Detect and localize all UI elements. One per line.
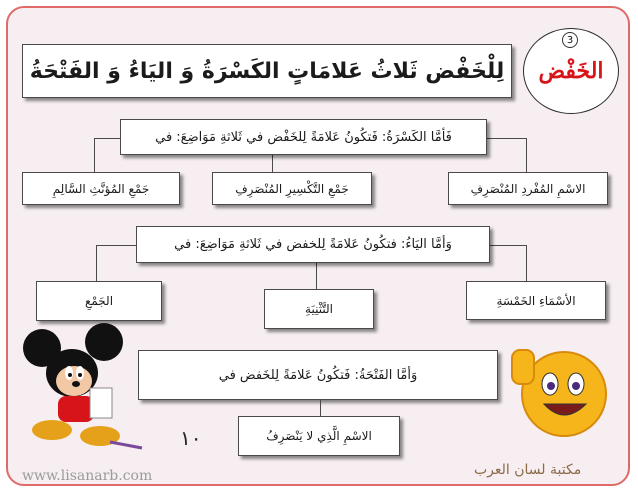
connector — [526, 245, 527, 282]
yaa-item: الجَمْعِ — [36, 281, 162, 321]
cartoon-mouse-illustration — [14, 318, 144, 458]
kasra-heading: فَأمَّا الكَسْرَةُ: فَتكُونُ عَلامَةً لِلخَفْض في ثَلاثةِ مَوَاضِعَ: في — [120, 119, 487, 155]
connector — [96, 245, 97, 282]
connector — [316, 262, 317, 289]
connector — [94, 138, 95, 172]
kasra-item: جَمْعِ المُؤنَّثِ السَّالِمِ — [22, 172, 180, 205]
fatha-item: الاسْمِ الَّذِي لا يَنْصَرِفُ — [238, 416, 400, 456]
lesson-number: 3 — [562, 32, 578, 48]
yaa-item: التَّثْنِيَةِ — [264, 289, 374, 329]
connector — [320, 400, 321, 416]
page-number: ١٠ — [180, 426, 202, 450]
fatha-heading: وَأمَّا الفَتْحَةُ: فَتكُونُ عَلامَةً لِلخَفض في — [138, 350, 498, 400]
library-name: مكتبة لسان العرب — [474, 462, 582, 478]
yaa-item: الأسْمَاءِ الخَمْسَةِ — [466, 281, 606, 320]
page-title: لِلْخَفْض ثَلاثُ عَلامَاتٍ الكَسْرَةُ وَ اليَاءُ وَ الفَتْحَةُ — [22, 44, 512, 98]
topic-badge-label: الخَفْض — [538, 58, 604, 84]
yaa-heading: وَأمَّا اليَاءُ: فتكُونُ عَلامَةً لِلخفض في ثَلاثةِ مَوَاضِعَ: في — [136, 226, 490, 263]
smiley-thumbs-up-illustration — [504, 336, 614, 446]
website-url: www.lisanarb.com — [22, 468, 153, 484]
kasra-item: جَمْعِ التَّكْسِيرِ المُنْصَرِفِ — [212, 172, 372, 205]
connector — [272, 154, 273, 172]
connector — [526, 138, 527, 172]
kasra-item: الاسْمِ المُفْردِ المُنْصَرِفِ — [448, 172, 608, 205]
